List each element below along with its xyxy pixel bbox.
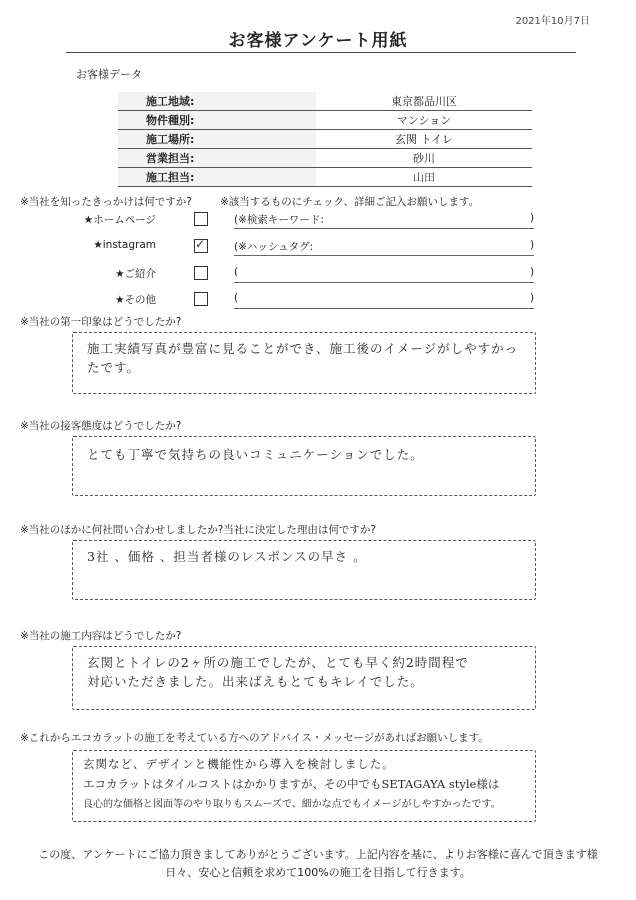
option-detail-instagram: (※ハッシュタグ:	[234, 241, 314, 253]
option-label-referral: ★ご紹介	[115, 268, 156, 280]
answer-box-customer-service[interactable]	[72, 436, 536, 496]
info-label: 物件種別:	[118, 111, 316, 130]
footer-thanks: この度、アンケートにご協力頂きましてありがとうございます。上記内容を基に、よりお客様に喜んで頂きます様	[38, 848, 598, 861]
checkbox-homepage[interactable]	[194, 212, 208, 226]
question-other-companies: ※当社のほかに何社問い合わせしましたか?当社に決定した理由は何ですか?	[20, 524, 376, 536]
question-advice: ※これからエコカラットの施工を考えている方へのアドバイス・メッセージがあればお願いします。	[20, 732, 489, 744]
question-first-impression: ※当社の第一印象はどうでしたか?	[20, 316, 182, 328]
question-installation: ※当社の施工内容はどうでしたか?	[20, 630, 182, 642]
check-mark-icon: ✓	[195, 237, 206, 251]
info-row-area	[118, 92, 532, 111]
answer-line: エコカラットはタイルコストはかかりますが、その中でもSETAGAYA style様は	[83, 777, 500, 791]
info-value: 玄関 トイレ	[316, 130, 532, 149]
answer-line: とても丁寧で気持ちの良いコミュニケーションでした。	[87, 447, 424, 462]
answer-line: 施工実績写真が豊富に見ることができ、施工後のイメージがしやすかっ	[87, 341, 519, 356]
info-value: マンション	[316, 111, 532, 130]
info-row-location	[118, 130, 532, 149]
trigger-instruction: ※該当するものにチェック、詳細ご記入お願いします。	[220, 196, 480, 208]
info-value: 砂川	[316, 149, 532, 168]
answer-line: 玄関とトイレの2ヶ所の施工でしたが、とても早く約2時間程で	[87, 655, 469, 670]
info-value: 山田	[316, 168, 532, 187]
detail-underline	[234, 282, 534, 283]
footer-commitment: 日々、安心と信頼を求めて100%の施工を目指して行きます。	[165, 866, 471, 879]
detail-underline	[234, 255, 534, 256]
checkbox-instagram[interactable]	[194, 239, 208, 253]
info-label: 営業担当:	[118, 149, 316, 168]
checkbox-referral[interactable]	[194, 266, 208, 280]
checkbox-other[interactable]	[194, 292, 208, 306]
close-paren: )	[530, 212, 535, 224]
answer-line: 対応いただきました。出来ばえもとてもキレイでした。	[87, 674, 424, 689]
page-title: お客様アンケート用紙	[228, 31, 408, 51]
answer-line: 3社 、価格 、担当者様のレスポンスの早さ 。	[87, 549, 367, 564]
info-label: 施工場所:	[118, 130, 316, 149]
option-label-homepage: ★ホームページ	[83, 214, 156, 226]
answer-box-advice[interactable]	[72, 750, 536, 822]
close-paren: )	[530, 266, 535, 278]
trigger-question: ※当社を知ったきっかけは何ですか?	[20, 196, 192, 208]
close-paren: )	[530, 292, 535, 304]
info-row-installer	[118, 168, 532, 187]
info-row-sales-rep	[118, 149, 532, 168]
option-detail-other: (	[234, 292, 239, 304]
answer-box-first-impression[interactable]	[72, 332, 536, 394]
answer-box-other-companies[interactable]	[72, 540, 536, 600]
close-paren: )	[530, 239, 535, 251]
answer-line: 玄関など、デザインと機能性から導入を検討しました。	[83, 757, 395, 771]
option-label-instagram: ★instagram	[93, 239, 156, 251]
question-customer-service: ※当社の接客態度はどうでしたか?	[20, 420, 182, 432]
option-label-other: ★その他	[115, 294, 156, 306]
info-label: 施工担当:	[118, 168, 316, 187]
customer-info-table	[118, 92, 532, 187]
info-row-property-type	[118, 111, 532, 130]
detail-underline	[234, 228, 534, 229]
info-label: 施工地域:	[118, 92, 316, 111]
info-value: 東京都品川区	[316, 92, 532, 111]
option-detail-referral: (	[234, 266, 239, 278]
customer-data-label: お客様データ	[76, 68, 142, 81]
detail-underline	[234, 308, 534, 309]
answer-line: たです。	[87, 360, 141, 375]
answer-line: 良心的な価格と図面等のやり取りもスムーズで、細かな点でもイメージがしやすかったです。	[83, 799, 501, 810]
answer-box-installation[interactable]	[72, 646, 536, 710]
option-detail-homepage: (※検索キーワード:	[234, 214, 324, 226]
survey-date: 2021年10月7日	[515, 16, 590, 27]
title-divider	[66, 52, 576, 53]
